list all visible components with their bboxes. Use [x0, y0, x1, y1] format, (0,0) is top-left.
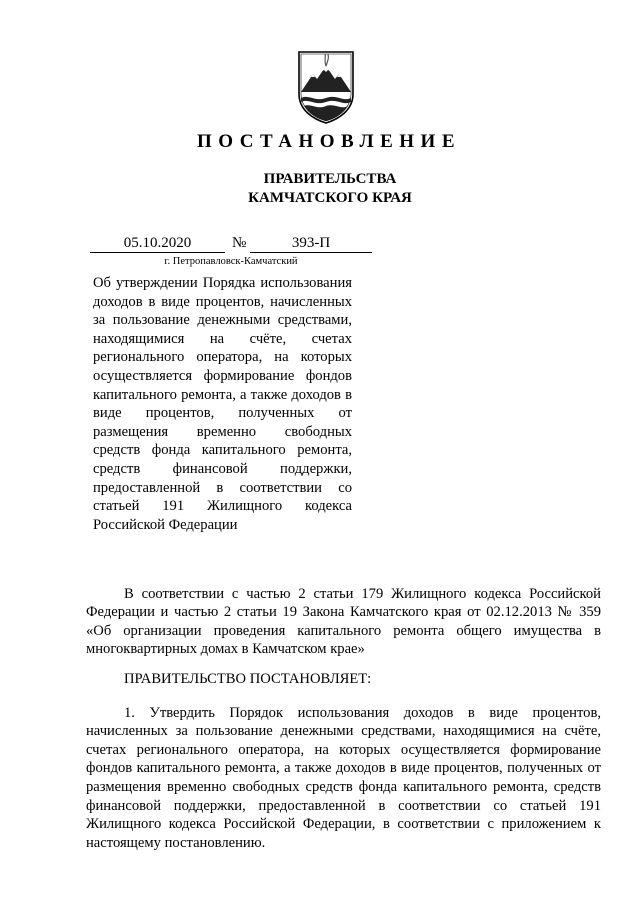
item-1-paragraph: 1. Утвердить Порядок использования доходов в виде процентов, начисленных за пользование денежными средствами, находящимися на счёте, счетах регионального оператора, на которых осуществляется формирование фондов капитального ремонта, а также доходов в виде процентов, полученных от размещения временно свободных средств фонда капитального ремонта, средств финансовой поддержки, предоставленной в соответствии со статьей 191 Жилищного кодекса Российской Федерации, в соответствии с приложением к настоящему постановлению.: [86, 704, 601, 851]
issuing-authority: [0, 170, 640, 208]
number-sign: №: [232, 235, 247, 251]
document-date: 05.10.2020: [90, 234, 225, 253]
coat-of-arms-icon: [295, 48, 357, 124]
place-of-issue: г. Петропавловск-Камчатский: [164, 256, 298, 267]
document-subject: Об утверждении Порядка использования доходов в виде процентов, начисленных за пользование денежными средствами, находящимися на счёте, счетах регионального оператора, на которых осуществляется формирование фондов капитального ремонта, а также доходов в виде процентов, полученных от размещения временно свободных средств фонда капитального ремонта, средств финансовой поддержки, предоставленной в соответствии со статьей 191 Жилищного кодекса Российской Федерации: [93, 275, 352, 533]
authority-line-2: КАМЧАТСКОГО КРАЯ: [248, 190, 412, 206]
resolves-heading: ПРАВИТЕЛЬСТВО ПОСТАНОВЛЯЕТ:: [124, 670, 372, 687]
document-type-title: ПОСТАНОВЛЕНИЕ: [196, 131, 462, 152]
preamble-paragraph: В соответствии с частью 2 статьи 179 Жилищного кодекса Российской Федерации и частью 2 статьи 19 Закона Камчатского края от 02.12.2013 № 359 «Об организации проведения капитального ремонта общего имущества в многоквартирных домах в Камчатском крае»: [86, 585, 601, 658]
document-number: 393-П: [250, 234, 372, 253]
authority-line-1: ПРАВИТЕЛЬСТВА: [263, 171, 397, 187]
